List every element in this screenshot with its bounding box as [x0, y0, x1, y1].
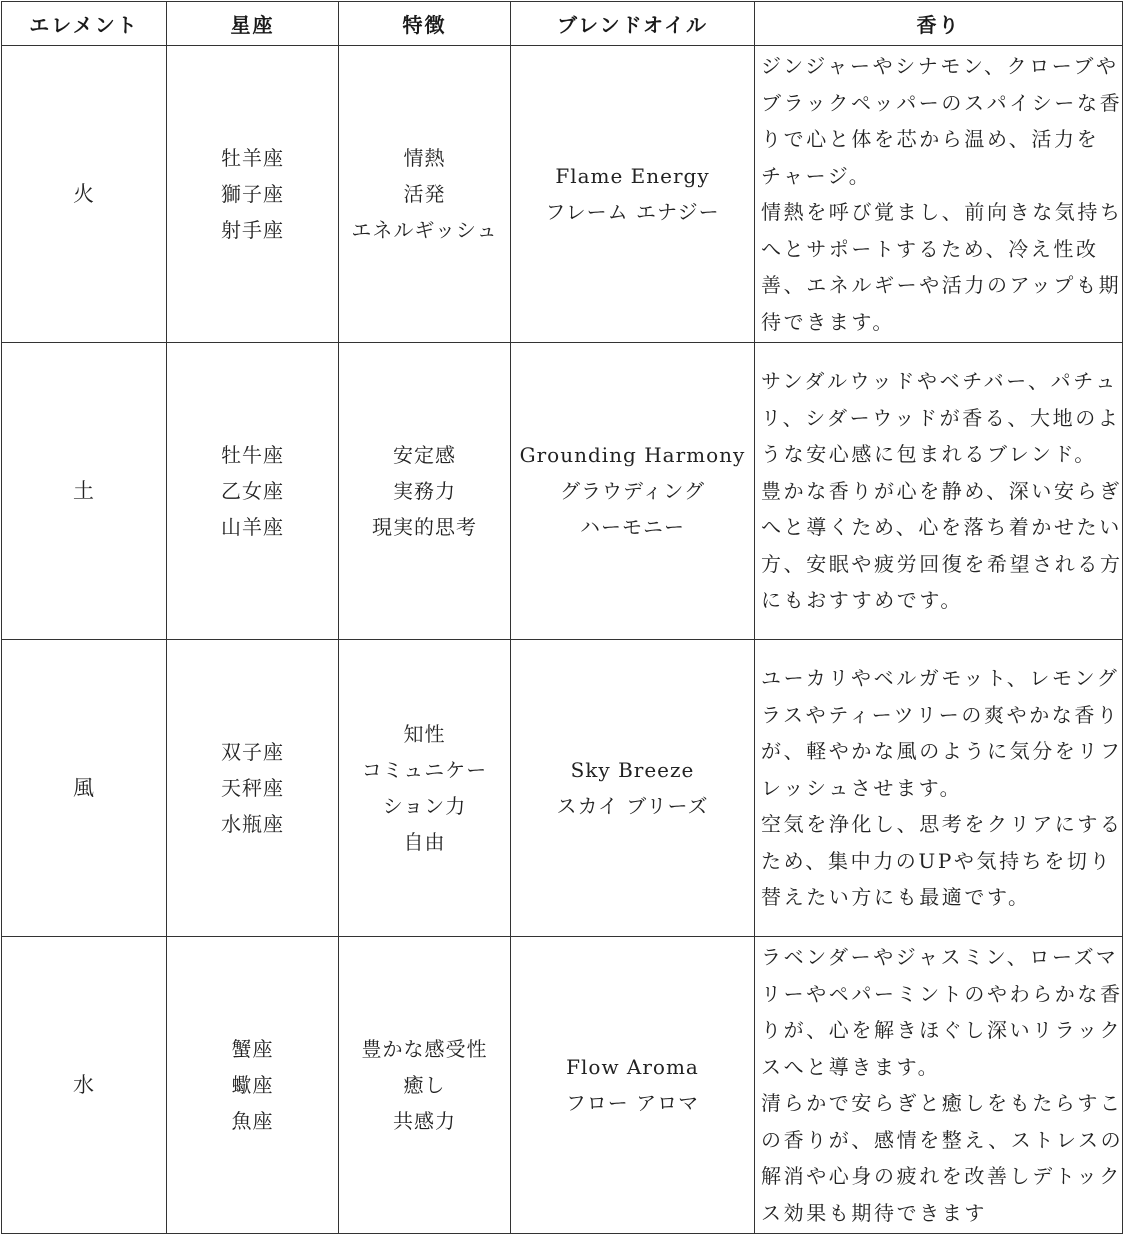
sign-name: 水瓶座	[221, 812, 284, 836]
blend-name-ja: スカイ ブリーズ	[556, 794, 709, 818]
sign-name: 獅子座	[221, 182, 284, 206]
sign-name: 山羊座	[221, 515, 284, 539]
trait-text: 実務力	[393, 479, 456, 503]
scent-line: りで心と体を芯から温め、活力を	[761, 127, 1100, 151]
element-cell: 水	[2, 937, 167, 1234]
sign-name: 蟹座	[231, 1037, 274, 1061]
scent-line: レッシュさせます。	[761, 775, 963, 800]
signs-cell	[167, 343, 339, 640]
blend-name-ja: グラウディング	[560, 479, 705, 503]
header-scent: 香り	[755, 2, 1123, 46]
scent-line: ラベンダーやジャスミン、ローズマ	[761, 945, 1119, 969]
scent-line: うな安心感に包まれるブレンド。	[761, 442, 1097, 467]
scent-line: の香りが、感情を整え、ストレスの	[761, 1127, 1123, 1152]
sign-name: 魚座	[231, 1109, 274, 1133]
sign-name: 天秤座	[221, 776, 284, 800]
header-traits: 特徴	[339, 2, 511, 46]
trait-text: 知性	[403, 722, 446, 746]
scent-line: ブラックペッパーのスパイシーな香	[761, 90, 1123, 115]
table-row	[2, 640, 1123, 937]
scent-line: にもおすすめです。	[761, 588, 963, 613]
blend-name-ja: ハーモニー	[580, 515, 685, 539]
table-row	[2, 937, 1123, 1234]
element-aroma-table	[1, 1, 1123, 1234]
blend-name-ja: フロー アロマ	[565, 1091, 700, 1115]
sign-name: 牡羊座	[221, 146, 284, 170]
scent-line: 豊かな香りが心を静め、深い安らぎ	[761, 478, 1122, 503]
trait-text: 情熱	[403, 146, 446, 170]
scent-cell	[755, 46, 1123, 343]
trait-text: エネルギッシュ	[351, 218, 498, 242]
scent-line: へとサポートするため、冷え性改	[761, 236, 1099, 261]
sign-name: 射手座	[221, 218, 284, 242]
trait-text: 活発	[403, 182, 446, 206]
scent-line: リーやペパーミントのやわらかな香	[761, 981, 1123, 1006]
scent-line: リ、シダーウッドが香る、大地のよ	[761, 405, 1121, 430]
scent-line: 方、安眠や疲労回復を希望される方	[761, 551, 1123, 576]
scent-line: 待できます。	[761, 309, 895, 334]
scent-line: サンダルウッドやベチバー、パチュ	[761, 369, 1118, 394]
signs-cell	[167, 937, 339, 1234]
signs-cell	[167, 46, 339, 343]
trait-text: 現実的思考	[372, 515, 477, 539]
scent-line: りが、心を解きほぐし深いリラック	[761, 1018, 1123, 1042]
scent-line: ため、集中力のUPや気持ちを切り	[761, 848, 1113, 873]
scent-line: 善、エネルギーや活力のアップも期	[761, 273, 1122, 297]
scent-cell	[755, 640, 1123, 937]
blend-cell	[511, 640, 755, 937]
trait-text: 自由	[403, 830, 446, 854]
trait-text: 共感力	[393, 1109, 456, 1133]
sign-name: 双子座	[221, 740, 284, 764]
scent-line: 空気を浄化し、思考をクリアにする	[761, 812, 1123, 837]
scent-cell	[755, 343, 1123, 640]
scent-line: 情熱を呼び覚まし、前向きな気持ち	[761, 200, 1123, 224]
trait-text: 豊かな感受性	[361, 1037, 488, 1061]
element-cell: 火	[2, 46, 167, 343]
scent-line: ス効果も期待できます	[761, 1200, 987, 1225]
scent-line: スへと導きます。	[761, 1054, 941, 1079]
scent-line: ジンジャーやシナモン、クローブや	[761, 54, 1119, 78]
table-row	[2, 343, 1123, 640]
sign-name: 乙女座	[221, 479, 284, 503]
blend-name-en: Flow Aroma	[566, 1055, 699, 1079]
element-cell: 土	[2, 343, 167, 640]
scent-line: へと導くため、心を落ち着かせたい	[761, 515, 1122, 540]
blend-name-en: Flame Energy	[555, 164, 710, 188]
scent-cell	[755, 937, 1123, 1234]
scent-line: 解消や心身の疲れを改善しデトック	[761, 1164, 1122, 1188]
sign-name: 牡牛座	[221, 443, 284, 467]
scent-line: 清らかで安らぎと癒しをもたらすこ	[761, 1091, 1123, 1115]
trait-text: コミュニケー	[361, 758, 488, 782]
table-row	[2, 46, 1123, 343]
sign-name: 蠍座	[231, 1073, 274, 1097]
traits-cell	[339, 937, 511, 1234]
scent-line: ラスやティーツリーの爽やかな香り	[761, 702, 1120, 727]
element-cell: 風	[2, 640, 167, 937]
header-sign: 星座	[167, 2, 339, 46]
scent-line: ユーカリやベルガモット、レモング	[761, 666, 1120, 691]
blend-cell	[511, 343, 755, 640]
signs-cell	[167, 640, 339, 937]
scent-line: チャージ。	[761, 163, 872, 188]
blend-name-en: Sky Breeze	[570, 758, 695, 782]
trait-text: 癒し	[403, 1073, 446, 1097]
trait-text: ション力	[382, 794, 467, 818]
header-blend-oil: ブレンドオイル	[511, 2, 755, 46]
traits-cell	[339, 46, 511, 343]
blend-name-ja: フレーム エナジー	[545, 200, 720, 224]
traits-cell	[339, 343, 511, 640]
header-row	[2, 2, 1123, 46]
header-element: エレメント	[2, 2, 167, 46]
scent-line: が、軽やかな風のように気分をリフ	[761, 739, 1123, 764]
blend-cell	[511, 46, 755, 343]
blend-name-en: Grounding Harmony	[519, 443, 746, 467]
traits-cell	[339, 640, 511, 937]
blend-cell	[511, 937, 755, 1234]
scent-line: 替えたい方にも最適です。	[761, 885, 1031, 910]
trait-text: 安定感	[393, 443, 456, 467]
